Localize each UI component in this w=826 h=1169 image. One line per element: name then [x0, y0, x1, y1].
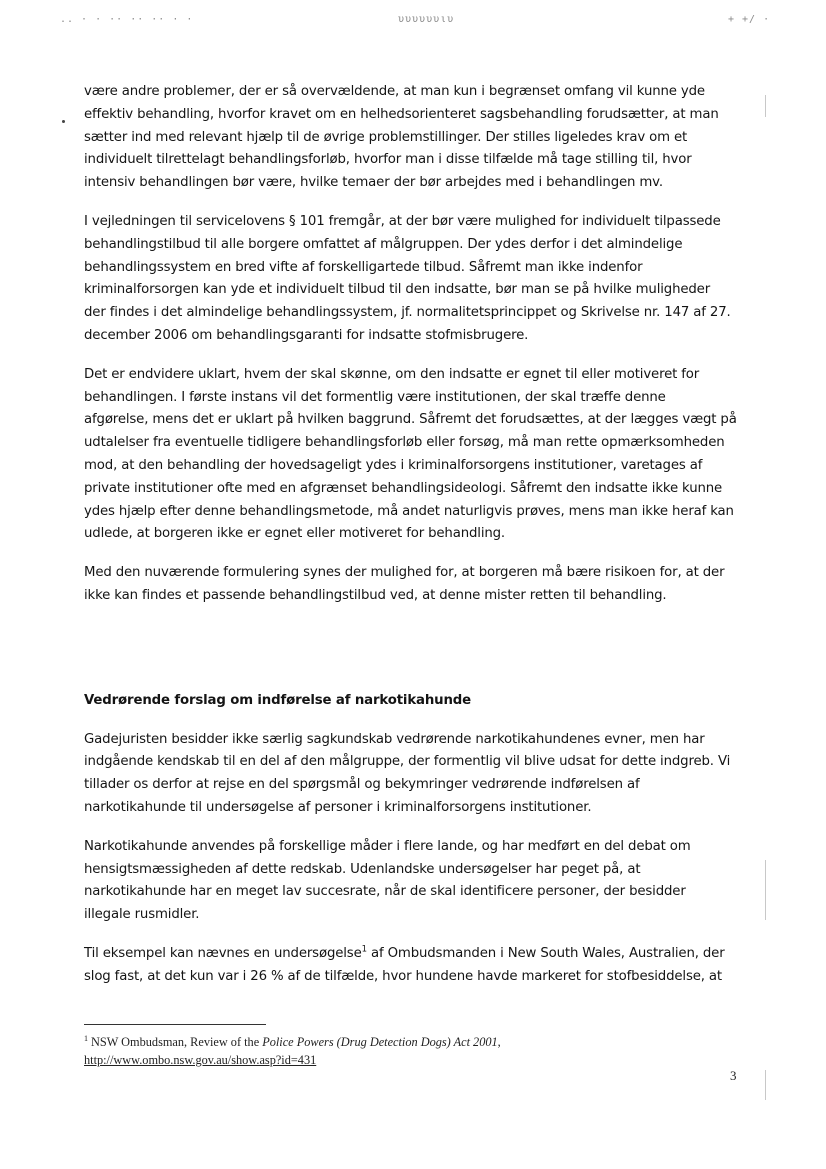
paragraph-1	[84, 81, 744, 195]
text-line: afgørelse, mens det er uklart på hvilken baggrund. Såfremt det forudsættes, at der lægges vægt på	[84, 412, 737, 428]
footnote	[84, 1033, 724, 1069]
paragraph-7	[84, 943, 744, 989]
text-line: der findes i det almindelige behandlingssystem, jf. normalitetsprincippet og Skrivelse nr. 147 af 27.	[84, 305, 731, 321]
footnote-line-1	[84, 1033, 724, 1051]
text-line: narkotikahunde til undersøgelse af personer i kriminalforsorgens institutioner.	[84, 799, 592, 815]
footnote-separator	[84, 1024, 266, 1025]
scan-edge-line	[765, 860, 766, 920]
text-line: mod, at den behandling der hovedsageligt ydes i kriminalforsorgens institutioner, varetages af	[84, 457, 703, 473]
text-line	[84, 943, 744, 966]
document-body	[84, 81, 744, 989]
text-span: af Ombudsmanden i New South Wales, Australien, der	[366, 945, 725, 961]
text-line: ydes hjælp efter denne behandlingsmetode, må andet naturligvis prøves, mens man ikke heraf kan	[84, 503, 734, 519]
text-line: behandlingstilbud til alle borgere omfattet af målgruppen. Der ydes derfor i det almindelige	[84, 236, 683, 252]
footnote-title: Police Powers (Drug Detection Dogs) Act 2001	[262, 1035, 498, 1049]
text-line: I vejledningen til servicelovens § 101 fremgår, at der bør være mulighed for individuelt tilpassede	[84, 213, 721, 229]
text-line: udlede, at borgeren ikke er egnet eller motiveret for behandling.	[84, 526, 506, 542]
text-line: Det er endvidere uklart, hvem der skal skønne, om den indsatte er egnet til eller motiveret for	[84, 366, 700, 382]
paragraph-6	[84, 836, 744, 927]
footnote-link[interactable]: http://www.ombo.nsw.gov.au/show.asp?id=431	[84, 1053, 317, 1067]
footnote-text: ,	[497, 1035, 501, 1049]
text-line: intensiv behandlingen bør være, hvilke temaer der bør arbejdes med i behandlingen mv.	[84, 175, 663, 191]
text-line: Narkotikahunde anvendes på forskellige måder i flere lande, og har medført en del debat om	[84, 838, 691, 854]
paragraph-2	[84, 211, 744, 348]
text-line: være andre problemer, der er så overvældende, at man kun i begrænset omfang vil kunne yde	[84, 84, 705, 99]
page-number: 3	[730, 1068, 737, 1083]
scan-edge-line	[765, 95, 766, 117]
scan-header-left: .. · · ·· ·· ·· · ·	[60, 14, 194, 25]
text-span: Til eksempel kan nævnes en undersøgelse	[84, 945, 362, 961]
text-line: Med den nuværende formulering synes der mulighed for, at borgeren må bære risikoen for, at der	[84, 565, 725, 581]
text-line: effektiv behandling, hvorfor kravet om en helhedsorienteret sagsbehandling forudsætter, at man	[84, 106, 719, 122]
text-line: Gadejuristen besidder ikke særlig sagkundskab vedrørende narkotikahundenes evner, men har	[84, 731, 705, 747]
text-line: udtalelser fra eventuelle tidligere behandlingsforløb eller forsøg, må man rette opmærksomheden	[84, 435, 725, 451]
text-line: illegale rusmidler.	[84, 907, 200, 923]
paragraph-4	[84, 562, 744, 608]
text-line: tillader os derfor at rejse en del spørgsmål og bekymringer vedrørende indførelsen af	[84, 777, 640, 793]
text-line: kriminalforsorgen kan yde et individuelt tilbud til den indsatte, bør man se på hvilke muligheder	[84, 282, 711, 298]
text-line: ikke kan findes et passende behandlingstilbud ved, at denne mister retten til behandling.	[84, 587, 667, 603]
text-line: hensigtsmæssigheden af dette redskab. Udenlandske undersøgelser har peget på, at	[84, 861, 641, 877]
text-line: behandlingssystem en bred vifte af forskelligartede tilbud. Såfremt man ikke indenfor	[84, 259, 643, 275]
text-line: december 2006 om behandlingsgaranti for indsatte stofmisbrugere.	[84, 327, 529, 343]
footnote-line-2	[84, 1051, 724, 1069]
section-heading: Vedrørende forslag om indførelse af narkotikahunde	[84, 692, 472, 708]
footnote-reference[interactable]: 1	[361, 944, 367, 955]
footnote-text: NSW Ombudsman, Review of the	[91, 1035, 263, 1049]
scan-speck	[62, 120, 65, 123]
text-line: slog fast, at det kun var i 26 % af de tilfælde, hvor hundene havde markeret for stofbesiddelse, at	[84, 968, 722, 984]
text-line: private institutioner ofte med en afgrænset behandlingsideologi. Såfremt den indsatte ikke kunne	[84, 480, 723, 496]
footnote-mark: 1	[84, 1033, 88, 1043]
text-line: indgående kendskab til en del af den målgruppe, der formentlig vil blive udsat for dette indgreb. Vi	[84, 754, 731, 770]
paragraph-5	[84, 729, 744, 820]
scan-header-center: υυυυυυιυ	[398, 14, 455, 25]
text-line: behandlingen. I første instans vil det formentlig være institutionen, der skal træffe denne	[84, 389, 666, 405]
text-line: individuelt tilrettelagt behandlingsforløb, hvorfor man i disse tilfælde må tage stilling til, hvor	[84, 152, 692, 168]
scan-header-right: + +/ ·	[728, 14, 771, 25]
text-line: narkotikahunde har en meget lav succesrate, når de skal identificere personer, der besidder	[84, 884, 686, 900]
paragraph-3	[84, 364, 744, 546]
scan-edge-line	[765, 1070, 766, 1100]
text-line: sætter ind med relevant hjælp til de øvrige problemstillinger. Der stilles ligeledes krav om et	[84, 129, 688, 145]
